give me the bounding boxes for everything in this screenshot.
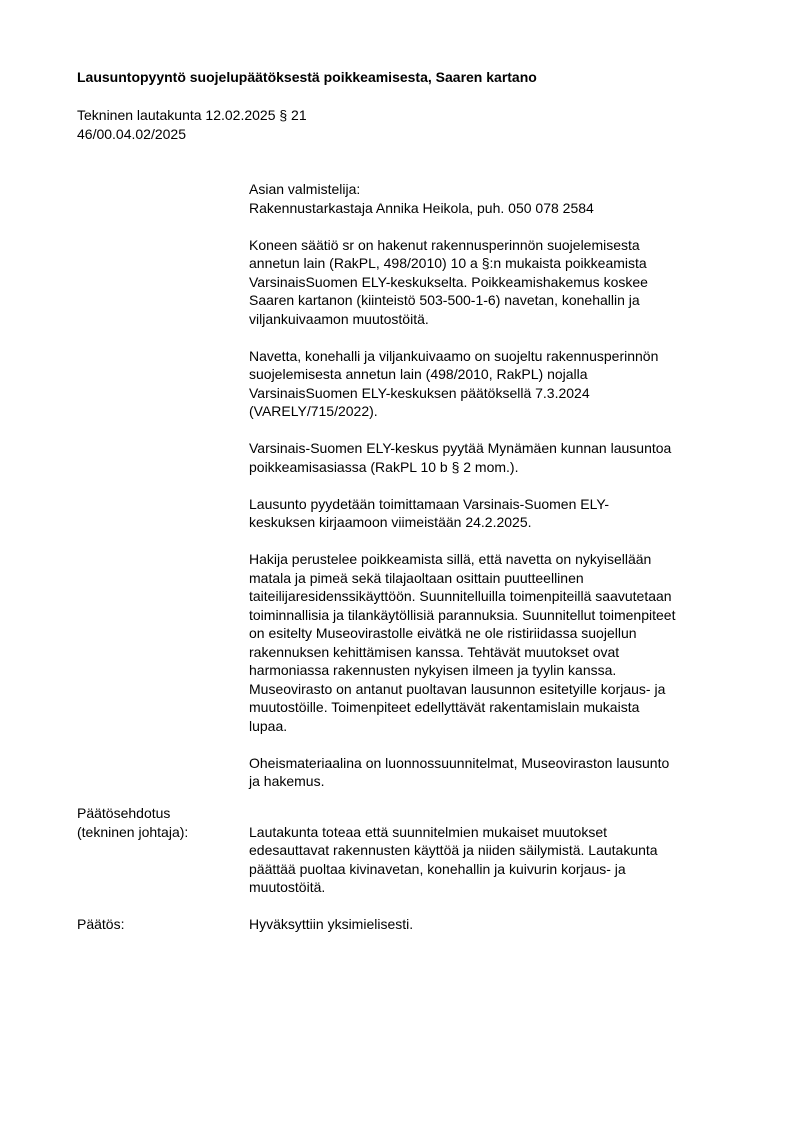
text-line: päättää puoltaa kivinavetan, konehallin ja kuivurin korjaus- ja — [249, 860, 626, 877]
text-line: Lautakunta toteaa että suunnitelmien mukaiset muutokset — [249, 823, 607, 840]
paragraph — [249, 754, 739, 791]
text-line: rakennuksen kehittämisen kanssa. Tehtävät muutokset ovat — [249, 643, 620, 660]
text-line: Museovirasto on antanut puoltavan lausunnon esitetyille korjaus- ja — [249, 680, 666, 697]
text-line: edesauttavat rakennusten käyttöä ja niiden säilymistä. Lautakunta — [249, 842, 658, 858]
proposal-text — [249, 823, 757, 897]
text-line: matala ja pimeä sekä tilajaoltaan osittain puutteellinen — [249, 569, 584, 586]
paragraph — [249, 439, 739, 476]
proposal-sublabel: (tekninen johtaja): — [77, 823, 189, 840]
text-line: Koneen säätiö sr on hakenut rakennusperinnön suojelemisesta — [249, 236, 640, 253]
text-line: taiteilijaresidenssikäyttöön. Suunnitelluilla toimenpiteillä saavutetaan — [249, 588, 672, 604]
text-line: annetun lain (RakPL, 498/2010) 10 a §:n mukaista poikkeamista — [249, 255, 647, 271]
text-line: keskuksen kirjaamoon viimeistään 24.2.2025. — [249, 514, 532, 530]
text-line: (VARELY/715/2022). — [249, 403, 378, 419]
preparer-block — [249, 180, 739, 217]
text-line: Oheismateriaalina on luonnossuunnitelmat, Museoviraston lausunto — [249, 754, 670, 771]
text-line: poikkeamisasiassa (RakPL 10 b § 2 mom.). — [249, 458, 519, 475]
document-title: Lausuntopyyntö suojelupäätöksestä poikkeamisesta, Saaren kartano — [77, 69, 537, 85]
proposal-row — [77, 804, 757, 897]
text-line: suojelemisesta annetun lain (498/2010, RakPL) nojalla — [249, 366, 588, 382]
meeting-info — [77, 106, 307, 143]
text-line: lupaa. — [249, 717, 288, 734]
text-line: Navetta, konehalli ja viljankuivaamo on suojeltu rakennusperinnön — [249, 347, 659, 364]
meeting-line: Tekninen lautakunta 12.02.2025 § 21 — [77, 107, 307, 123]
decision-text — [249, 915, 757, 934]
text-line: Lausunto pyydetään toimittamaan Varsinais-Suomen ELY- — [249, 495, 610, 512]
text-line: ja hakemus. — [249, 773, 325, 789]
text-line: Hyväksyttiin yksimielisesti. — [249, 916, 414, 932]
decision-label: Päätös: — [77, 916, 125, 932]
decision-section — [77, 804, 757, 934]
paragraph — [249, 236, 739, 329]
text-line: on esitelty Museovirastolle eivätkä ne ole ristiriidassa suojellun — [249, 625, 637, 641]
text-line: muutostöitä. — [249, 879, 326, 895]
preparer-name: Rakennustarkastaja Annika Heikola, puh. 050 078 2584 — [249, 199, 594, 216]
text-line: VarsinaisSuomen ELY-keskuksen päätöksellä 7.3.2024 — [249, 384, 590, 401]
text-line: muutostöille. Toimenpiteet edellyttävät rakentamislain mukaista — [249, 699, 640, 715]
text-line: Saaren kartanon (kiinteistö 503-500-1-6) navetan, konehallin ja — [249, 292, 640, 308]
text-line: VarsinaisSuomen ELY-keskukselta. Poikkeamishakemus koskee — [249, 273, 648, 290]
text-line: viljankuivaamon muutostöitä. — [249, 310, 429, 327]
preparer-label: Asian valmistelija: — [249, 181, 361, 197]
text-line: Varsinais-Suomen ELY-keskus pyytää Mynämäen kunnan lausuntoa — [249, 440, 672, 456]
paragraph — [249, 550, 739, 735]
paragraph — [249, 347, 739, 421]
text-line: harmoniassa rakennusten nykyisen ilmeen ja tyylin kanssa. — [249, 662, 617, 678]
text-line: Hakija perustelee poikkeamista sillä, että navetta on nykyisellään — [249, 551, 652, 567]
case-number: 46/00.04.02/2025 — [77, 125, 186, 142]
paragraph — [249, 495, 739, 532]
text-line: toiminnallisia ja tilankäytöllisiä parannuksia. Suunnitellut toimenpiteet — [249, 606, 676, 623]
proposal-label: Päätösehdotus — [77, 805, 171, 821]
document-body — [249, 180, 739, 809]
decision-row — [77, 915, 757, 934]
